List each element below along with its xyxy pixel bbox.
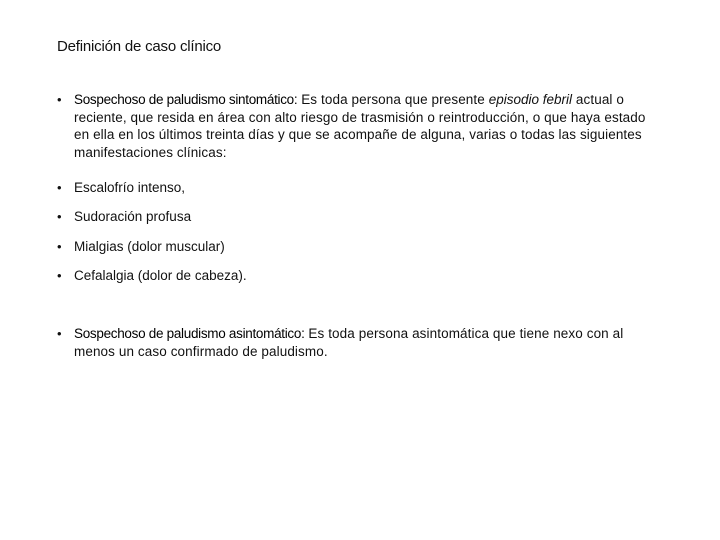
list-item (57, 179, 657, 197)
term-asintomatico: Sospechoso de paludismo asintomático: (74, 326, 305, 341)
emphasis-episodio-febril: episodio febril (488, 92, 573, 107)
symptom-label: Mialgias (dolor muscular) (74, 239, 225, 254)
page-title: Definición de caso clínico (57, 38, 222, 55)
bullet-dot: • (57, 239, 62, 254)
list-item (57, 267, 657, 285)
term-sintomatico: Sospechoso de paludismo sintomático: (74, 92, 298, 107)
bullet-sintomatico (57, 91, 657, 161)
bullet-dot: • (57, 326, 62, 341)
bullet-dot: • (57, 92, 62, 107)
bullet-dot: • (57, 209, 62, 224)
symptom-label: Cefalalgia (dolor de cabeza). (74, 268, 247, 283)
definition-sintomatico-part1: Es toda persona que presente (297, 92, 489, 107)
bullet-dot: • (57, 180, 62, 195)
list-item (57, 208, 657, 226)
definition-asintomatico: Es toda persona asintomática que tiene nexo con al menos un caso confirmado de paludismo. (74, 326, 624, 359)
symptom-label: Escalofrío intenso, (74, 180, 186, 195)
definition-sintomatico-part2: actual o reciente, que resida en área con alto riesgo de trasmisión o reintroducción, o que haya estado en ella en los últimos treinta días y que se acompañe de alguna, varias o todas las siguientes manifestaciones clínicas: (74, 92, 646, 160)
symptom-label: Sudoración profusa (74, 209, 192, 224)
list-item (57, 238, 657, 256)
bullet-asintomatico (57, 325, 657, 360)
bullet-dot: • (57, 268, 62, 283)
